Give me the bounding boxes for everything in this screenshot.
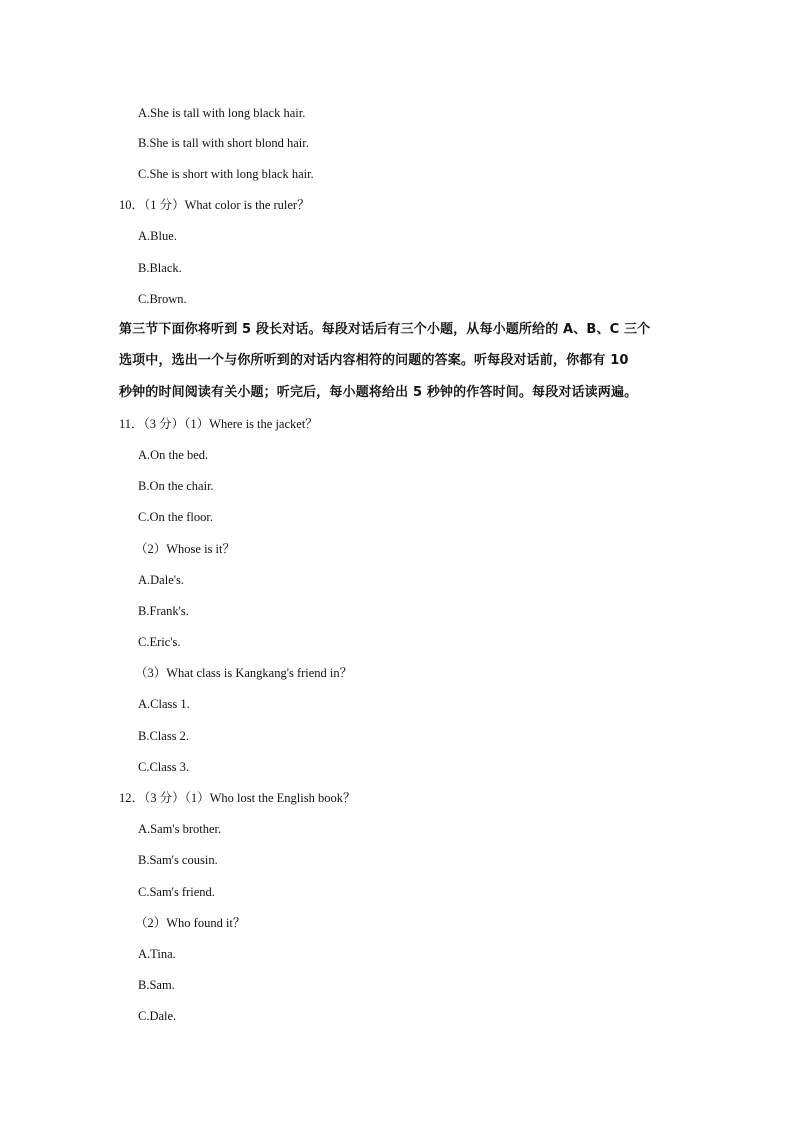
question-line: 11．（3 分）（1）Where is the jacket？	[119, 417, 318, 431]
option-line: A.On the bed.	[138, 448, 209, 462]
option-line: C.Brown.	[138, 292, 187, 306]
option-line: B.Black.	[138, 261, 182, 275]
sub-question-line: （2）Whose is it？	[135, 542, 235, 556]
option-line: C.Eric's.	[138, 635, 181, 649]
question-line: 12．（3 分）（1）Who lost the English book？	[119, 791, 356, 805]
option-line: B.Class 2.	[138, 729, 190, 743]
option-line: B.She is tall with short blond hair.	[138, 136, 309, 150]
option-line: C.She is short with long black hair.	[138, 167, 314, 181]
option-line: B.Sam's cousin.	[138, 853, 218, 867]
option-line: B.On the chair.	[138, 479, 214, 493]
option-line: C.Dale.	[138, 1009, 177, 1023]
option-line: C.On the floor.	[138, 510, 213, 524]
option-line: A.Tina.	[138, 947, 176, 961]
option-line: B.Sam.	[138, 978, 175, 992]
option-line: A.Blue.	[138, 229, 177, 243]
question-line: 10．（1 分）What color is the ruler？	[119, 198, 310, 212]
sub-question-line: （2）Who found it？	[135, 916, 246, 930]
section-instruction-line: 秒钟的时间阅读有关小题；听完后，每小题将给出 5 秒钟的作答时间。每段对话读两遍。	[119, 385, 638, 400]
option-line: A.Dale's.	[138, 573, 184, 587]
section-instruction-line: 选项中，选出一个与你所听到的对话内容相符的问题的答案。听每段对话前，你都有 10	[119, 353, 629, 368]
option-line: C.Sam's friend.	[138, 885, 215, 899]
section-instruction-line: 第三节下面你将听到 5 段长对话。每段对话后有三个小题，从每小题所给的 A、B、C 三个	[119, 322, 651, 337]
option-line: B.Frank's.	[138, 604, 189, 618]
option-line: A.Class 1.	[138, 697, 190, 711]
option-line: A.She is tall with long black hair.	[138, 106, 306, 120]
sub-question-line: （3）What class is Kangkang's friend in？	[135, 666, 353, 680]
option-line: C.Class 3.	[138, 760, 190, 774]
option-line: A.Sam's brother.	[138, 822, 222, 836]
